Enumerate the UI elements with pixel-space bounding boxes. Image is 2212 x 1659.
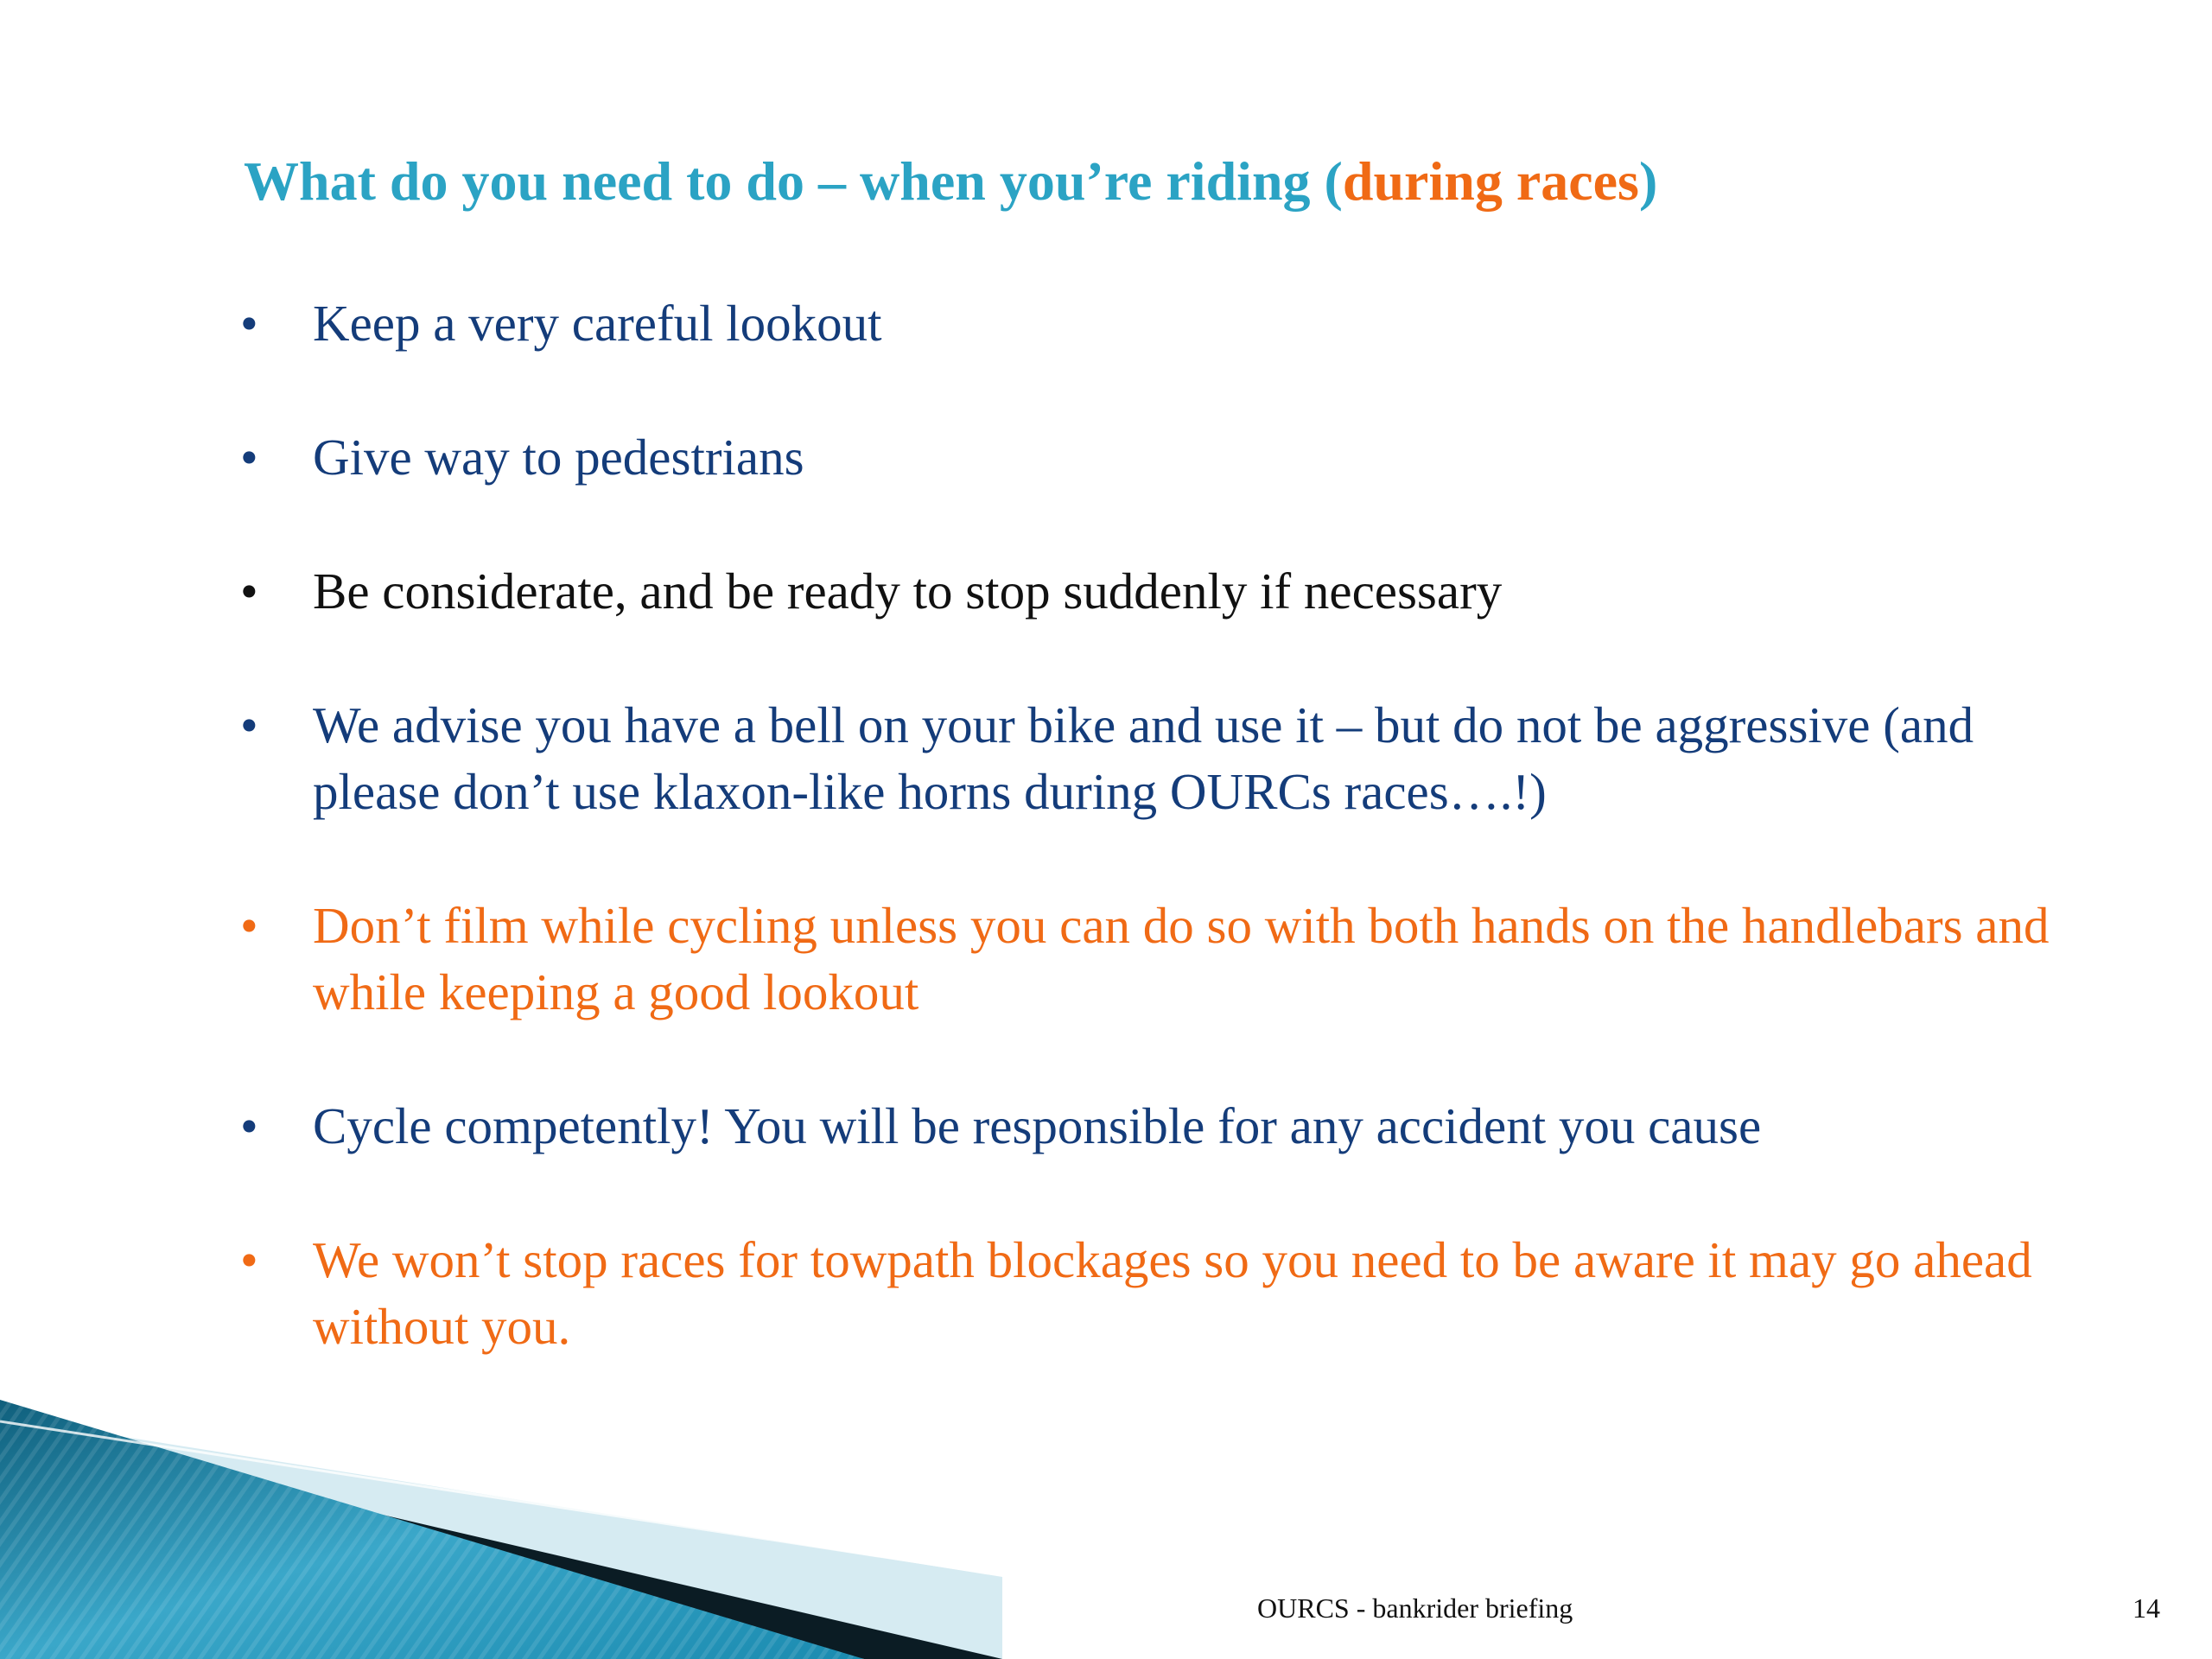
- slide-footer: OURCS - bankrider briefing: [1257, 1592, 1573, 1624]
- bullet-item: [240, 1093, 2058, 1160]
- bullet-text: We won’t stop races for towpath blockages so you need to be aware it may go ahead without you.: [313, 1231, 2032, 1355]
- bullet-dot: •: [240, 1097, 258, 1154]
- bullet-list: [240, 290, 2058, 1427]
- title-highlight: during races: [1342, 150, 1639, 212]
- bullet-text: Keep a very careful lookout: [313, 295, 882, 352]
- bullet-text: Give way to pedestrians: [313, 429, 804, 486]
- title-prefix: What do you need to do – when you’re riding (: [244, 150, 1343, 212]
- bullet-dot: •: [240, 1231, 258, 1288]
- bullet-item: [240, 692, 2058, 825]
- bullet-text: Be considerate, and be ready to stop suddenly if necessary: [313, 563, 1503, 620]
- bullet-dot: •: [240, 295, 258, 352]
- bullet-dot: •: [240, 897, 258, 954]
- bullet-text: Cycle competently! You will be responsible for any accident you cause: [313, 1097, 1762, 1154]
- bullet-text: We advise you have a bell on your bike and use it – but do not be aggressive (and please don’t use klaxon-like horns during OURCs races….!): [313, 696, 1974, 820]
- bullet-text: Don’t film while cycling unless you can do so with both hands on the handlebars and while keeping a good lookout: [313, 897, 2050, 1020]
- bullet-item: [240, 558, 2058, 625]
- bullet-item: [240, 424, 2058, 491]
- bullet-item: [240, 290, 2058, 357]
- slide-title: [244, 149, 1657, 215]
- title-suffix: ): [1638, 150, 1658, 212]
- bullet-dot: •: [240, 696, 258, 753]
- bullet-item: [240, 1227, 2058, 1360]
- page-number: 14: [2133, 1592, 2160, 1624]
- bullet-item: [240, 893, 2058, 1026]
- bullet-dot: •: [240, 563, 258, 620]
- bullet-dot: •: [240, 429, 258, 486]
